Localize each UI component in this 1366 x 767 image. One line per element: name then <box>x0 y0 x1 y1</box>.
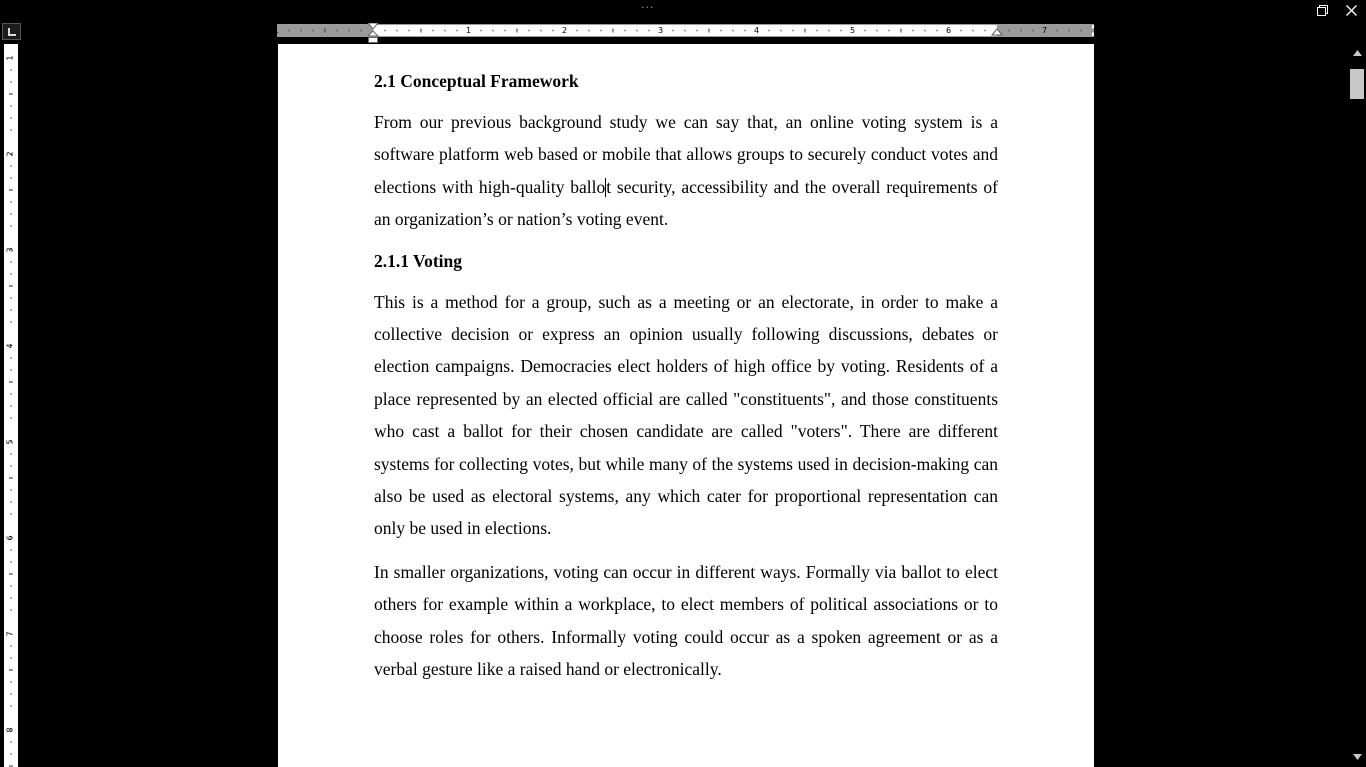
horizontal-ruler[interactable] <box>274 24 1094 37</box>
paragraph-text: t security, accessibility and the overall requirements of an organization’s or nation’s voting event. <box>374 176 998 230</box>
ruler-number: 5 <box>5 439 15 445</box>
paragraph-voting-method: This is a method for a group, such as a meeting or an electorate, in order to make a collective decision or express an opinion usually following discussions, debates or election campaigns. Democracies elect holders of high office by voting. Residents of a place represented by an elected official are called "constituents", and those constituents who cast a ballot for their chosen candidate are called "voters". There are different systems for collecting votes, but while many of the systems used in decision-making can also be used as electoral systems, any which cater for proportional representation can only be used in elections. <box>374 291 998 539</box>
ruler-number: 6 <box>5 535 15 541</box>
ruler-number: 6 <box>946 26 952 35</box>
scroll-thumb[interactable] <box>1350 69 1364 99</box>
indent-marker-left[interactable] <box>367 23 379 44</box>
ruler-number: 7 <box>1042 26 1048 35</box>
vertical-ruler[interactable] <box>4 44 18 767</box>
document-body[interactable] <box>374 44 998 686</box>
triangle-up-icon <box>1353 50 1362 56</box>
ruler-number: 1 <box>466 26 472 35</box>
triangle-down-icon <box>1353 754 1362 760</box>
paragraph-text: From our previous background study we can say that, an online voting system is a software platform web based or mobile that allows groups to securely conduct votes and elections with high-quality ballo <box>374 112 998 197</box>
ruler-number: 3 <box>658 26 664 35</box>
ruler-number: 7 <box>5 631 15 637</box>
close-icon <box>1346 5 1357 16</box>
ruler-number: 5 <box>850 26 856 35</box>
heading-conceptual-framework: 2.1 Conceptual Framework <box>374 71 579 91</box>
ruler-number: 8 <box>5 727 15 733</box>
ruler-number: 4 <box>5 343 15 349</box>
ruler-number: 3 <box>5 247 15 253</box>
ruler-number: 1 <box>5 55 15 61</box>
left-tab-icon <box>8 28 16 36</box>
title-bar <box>0 0 1366 21</box>
scroll-up-button[interactable] <box>1348 46 1366 60</box>
heading-voting: 2.1.1 Voting <box>374 250 463 271</box>
ruler-number: 2 <box>5 151 15 157</box>
close-button[interactable] <box>1337 0 1365 21</box>
indent-marker-right[interactable] <box>991 27 1003 37</box>
vertical-scrollbar[interactable] <box>1348 44 1366 767</box>
ruler-number: 4 <box>754 26 760 35</box>
ruler-number: 2 <box>562 26 568 35</box>
ruler-ticks <box>277 25 1094 36</box>
ruler-number: 1 <box>274 26 280 35</box>
restore-icon <box>1317 5 1328 16</box>
paragraph-smaller-organizations: In smaller organizations, voting can occur in different ways. Formally via ballot to elect others for example within a workplace, to elect members of political associations or to choose roles for others. Informally voting could occur as a spoken agreement or as a verbal gesture like a raised hand or electronically. <box>374 561 998 680</box>
restore-button[interactable] <box>1308 0 1336 21</box>
document-page[interactable] <box>278 44 1094 767</box>
scroll-down-button[interactable] <box>1348 750 1366 764</box>
more-options-icon[interactable]: ··· <box>641 1 655 14</box>
tab-selector[interactable] <box>2 23 21 40</box>
paragraph-online-voting <box>374 106 998 236</box>
